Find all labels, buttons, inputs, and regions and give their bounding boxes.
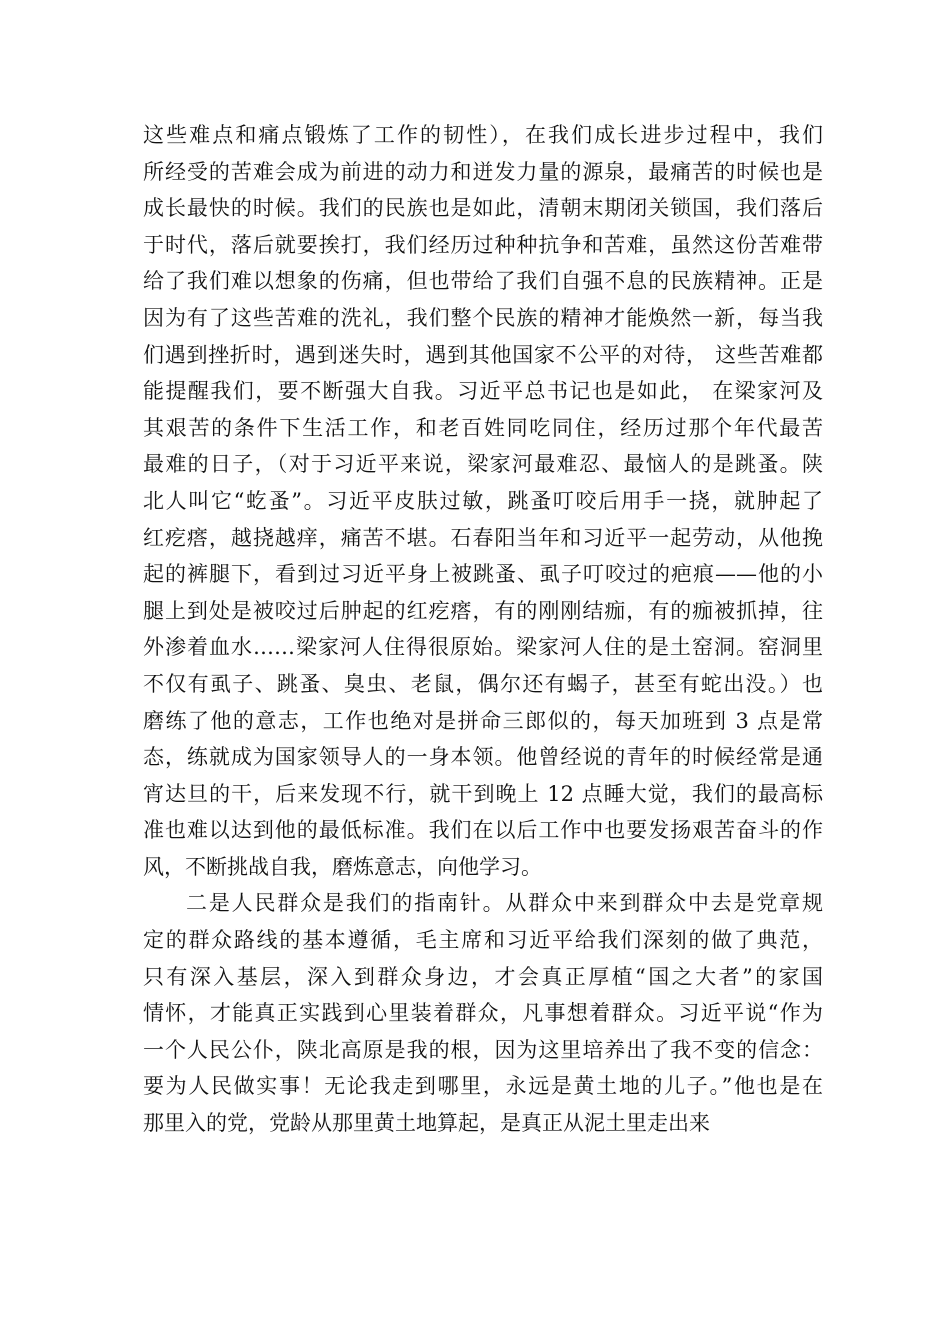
text-line: 红疙瘩，越挠越痒，痛苦不堪。石春阳当年和习近平一起劳动，从他挽 [143,525,823,550]
text-line: 不仅有虱子、跳蚤、臭虫、老鼠，偶尔还有蝎子，甚至有蛇出没。）也 [143,671,823,696]
text-line: 腿上到处是被咬过后肿起的红疙瘩，有的刚刚结痂，有的痂被抓掉，往 [143,598,823,623]
paragraph-end-line: 那里入的党，党龄从那里黄土地算起，是真正从泥土里走出来 [143,1111,710,1136]
text-line: 给了我们难以想象的伤痛，但也带给了我们自强不息的民族精神。正是 [143,269,823,294]
text-line: 成长最快的时候。我们的民族也是如此，清朝末期闭关锁国，我们落后 [143,196,823,221]
text-line: 能提醒我们，要不断强大自我。习近平总书记也是如此， 在梁家河及 [143,379,823,404]
text-line: 只有深入基层，深入到群众身边，才会真正厚植“国之大者”的家国 [143,964,823,989]
text-line: 态，练就成为国家领导人的一身本领。他曾经说的青年的时候经常是通 [143,745,823,770]
text-line: 宵达旦的干，后来发现不行，就干到晚上 12 点睡大觉，我们的最高标 [143,781,823,806]
text-line: 外渗着血水……梁家河人住得很原始。梁家河人住的是土窑洞。窑洞里 [143,635,823,660]
text-line: 磨练了他的意志，工作也绝对是拼命三郎似的，每天加班到 3 点是常 [143,708,823,733]
paragraph-end-line: 风，不断挑战自我，磨炼意志，向他学习。 [143,854,542,879]
paragraph-first-line: 二是人民群众是我们的指南针。从群众中来到群众中去是党章规 [186,891,823,916]
text-line: 们遇到挫折时，遇到迷失时，遇到其他国家不公平的对待， 这些苦难都 [143,342,823,367]
document-body [143,117,823,1142]
text-line: 其艰苦的条件下生活工作，和老百姓同吃同住，经历过那个年代最苦 [143,415,823,440]
text-line: 准也难以达到他的最低标准。我们在以后工作中也要发扬艰苦奋斗的作 [143,818,823,843]
text-line: 定的群众路线的基本遵循，毛主席和习近平给我们深刻的做了典范， [143,928,823,953]
text-line: 情怀，才能真正实践到心里装着群众，凡事想着群众。习近平说“作为 [143,1001,823,1026]
text-line: 起的裤腿下，看到过习近平身上被跳蚤、虱子叮咬过的疤痕——他的小 [143,562,823,587]
text-line: 一个人民公仆，陕北高原是我的根，因为这里培养出了我不变的信念： [143,1037,823,1062]
text-line: 这些难点和痛点锻炼了工作的韧性），在我们成长进步过程中，我们 [143,123,823,147]
text-line: 因为有了这些苦难的洗礼，我们整个民族的精神才能焕然一新，每当我 [143,305,823,330]
text-line: 最难的日子，（对于习近平来说，梁家河最难忍、最恼人的是跳蚤。陕 [143,452,823,477]
text-line: 要为人民做实事！无论我走到哪里，永远是黄土地的儿子。”他也是在 [143,1074,823,1099]
text-line: 于时代，落后就要挨打，我们经历过种种抗争和苦难，虽然这份苦难带 [143,232,823,257]
text-line: 北人叫它“虼蚤”。习近平皮肤过敏，跳蚤叮咬后用手一挠，就肿起了 [143,488,823,513]
text-line: 所经受的苦难会成为前进的动力和迸发力量的源泉，最痛苦的时候也是 [143,159,823,184]
